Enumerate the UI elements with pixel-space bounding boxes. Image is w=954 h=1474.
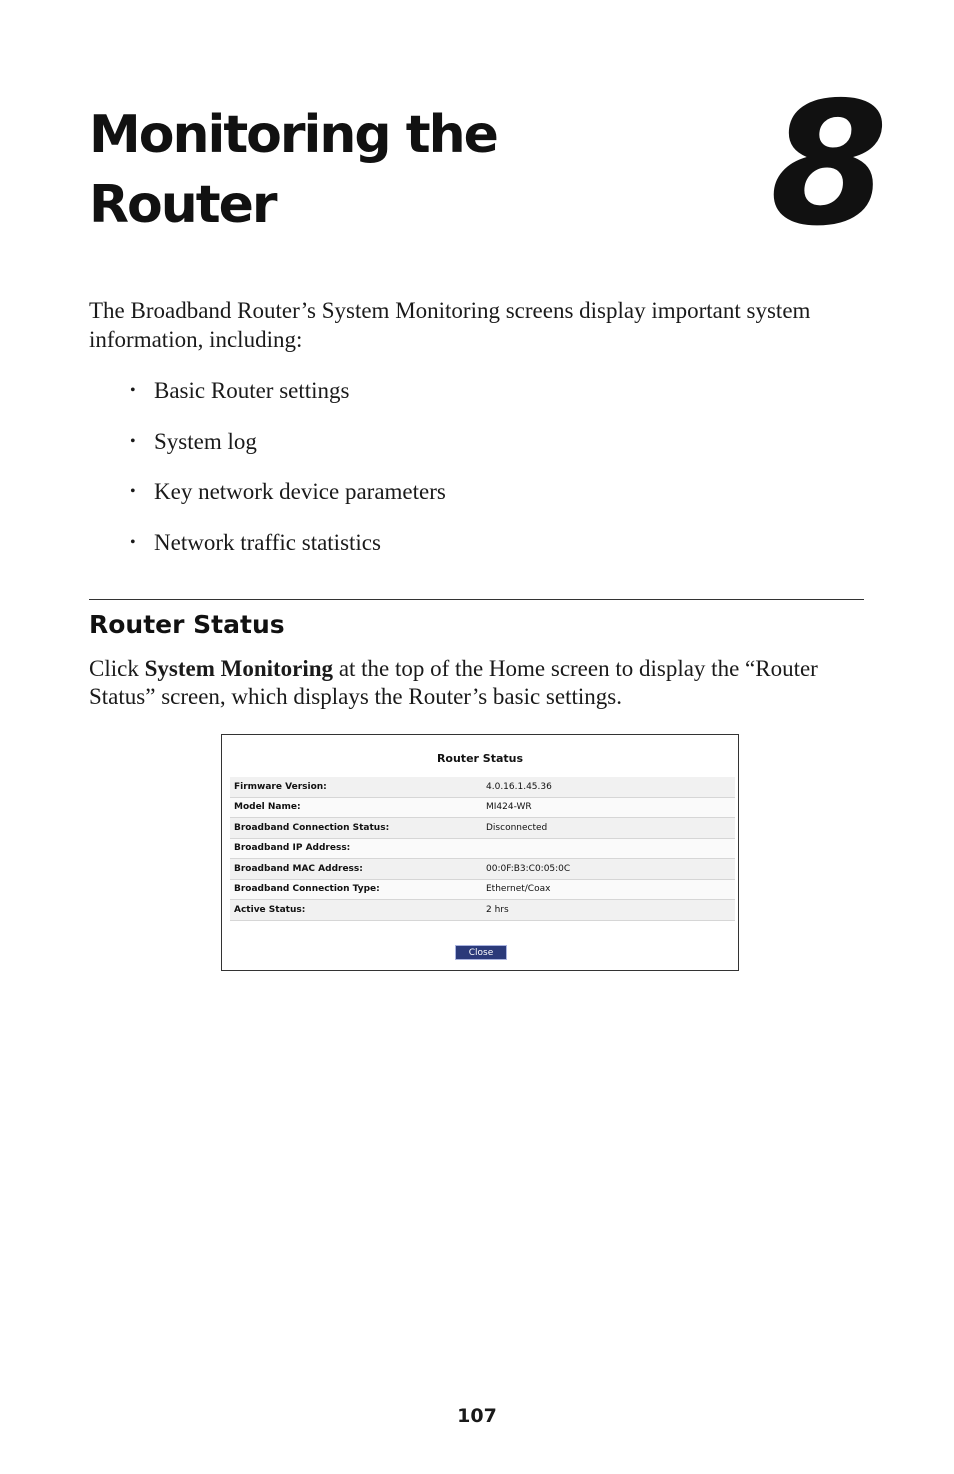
table-row — [230, 900, 735, 921]
table-row — [230, 859, 735, 880]
row-label: Firmware Version: — [234, 781, 327, 792]
section-divider — [89, 599, 864, 600]
feature-list — [130, 376, 446, 578]
list-item — [130, 376, 446, 427]
row-value: Disconnected — [486, 822, 548, 833]
row-label: Broadband Connection Type: — [234, 884, 380, 895]
bullet-icon: • — [130, 533, 136, 551]
chapter-title: Monitoring the Router — [89, 105, 497, 235]
bullet-icon: • — [130, 483, 136, 500]
table-row — [230, 880, 735, 901]
row-label: Active Status: — [234, 904, 306, 915]
list-item — [130, 528, 446, 579]
section-body-prefix: Click — [89, 656, 145, 681]
row-value: Ethernet/Coax — [486, 884, 551, 895]
row-label: Model Name: — [234, 802, 301, 813]
list-item — [130, 477, 446, 528]
page-number: 107 — [457, 1405, 497, 1427]
router-status-screenshot — [221, 734, 739, 971]
list-item-text: Basic Router settings — [154, 378, 350, 403]
section-paragraph — [89, 655, 864, 711]
table-row — [230, 839, 735, 860]
bullet-icon: • — [130, 432, 136, 450]
table-row — [230, 798, 735, 819]
list-item — [130, 427, 446, 478]
list-item-text: Network traffic statistics — [154, 529, 381, 555]
router-status-table — [230, 777, 735, 921]
close-button[interactable]: Close — [455, 945, 507, 960]
row-label: Broadband MAC Address: — [234, 863, 363, 874]
list-item-text: System log — [154, 428, 257, 454]
section-body-suffix: at the top of the Home screen to display the “Router Status” screen, which displays the Router’s basic settings. — [89, 656, 818, 709]
bullet-icon: • — [130, 382, 136, 399]
row-value: 2 hrs — [486, 904, 509, 915]
row-value: 00:0F:B3:C0:05:0C — [486, 863, 571, 874]
row-label: Broadband Connection Status: — [234, 822, 390, 833]
row-value: 4.0.16.1.45.36 — [486, 781, 552, 792]
section-body-bold: System Monitoring — [144, 656, 334, 681]
list-item-text: Key network device parameters — [154, 479, 446, 504]
chapter-number: 8 — [770, 66, 889, 264]
intro-paragraph: The Broadband Router’s System Monitoring screens display important system information, including: — [89, 298, 811, 352]
table-row — [230, 818, 735, 839]
row-label: Broadband IP Address: — [234, 843, 351, 854]
table-row — [230, 777, 735, 798]
router-status-title: Router Status — [436, 752, 524, 765]
section-title: Router Status — [89, 610, 285, 639]
row-value: MI424-WR — [486, 802, 532, 813]
